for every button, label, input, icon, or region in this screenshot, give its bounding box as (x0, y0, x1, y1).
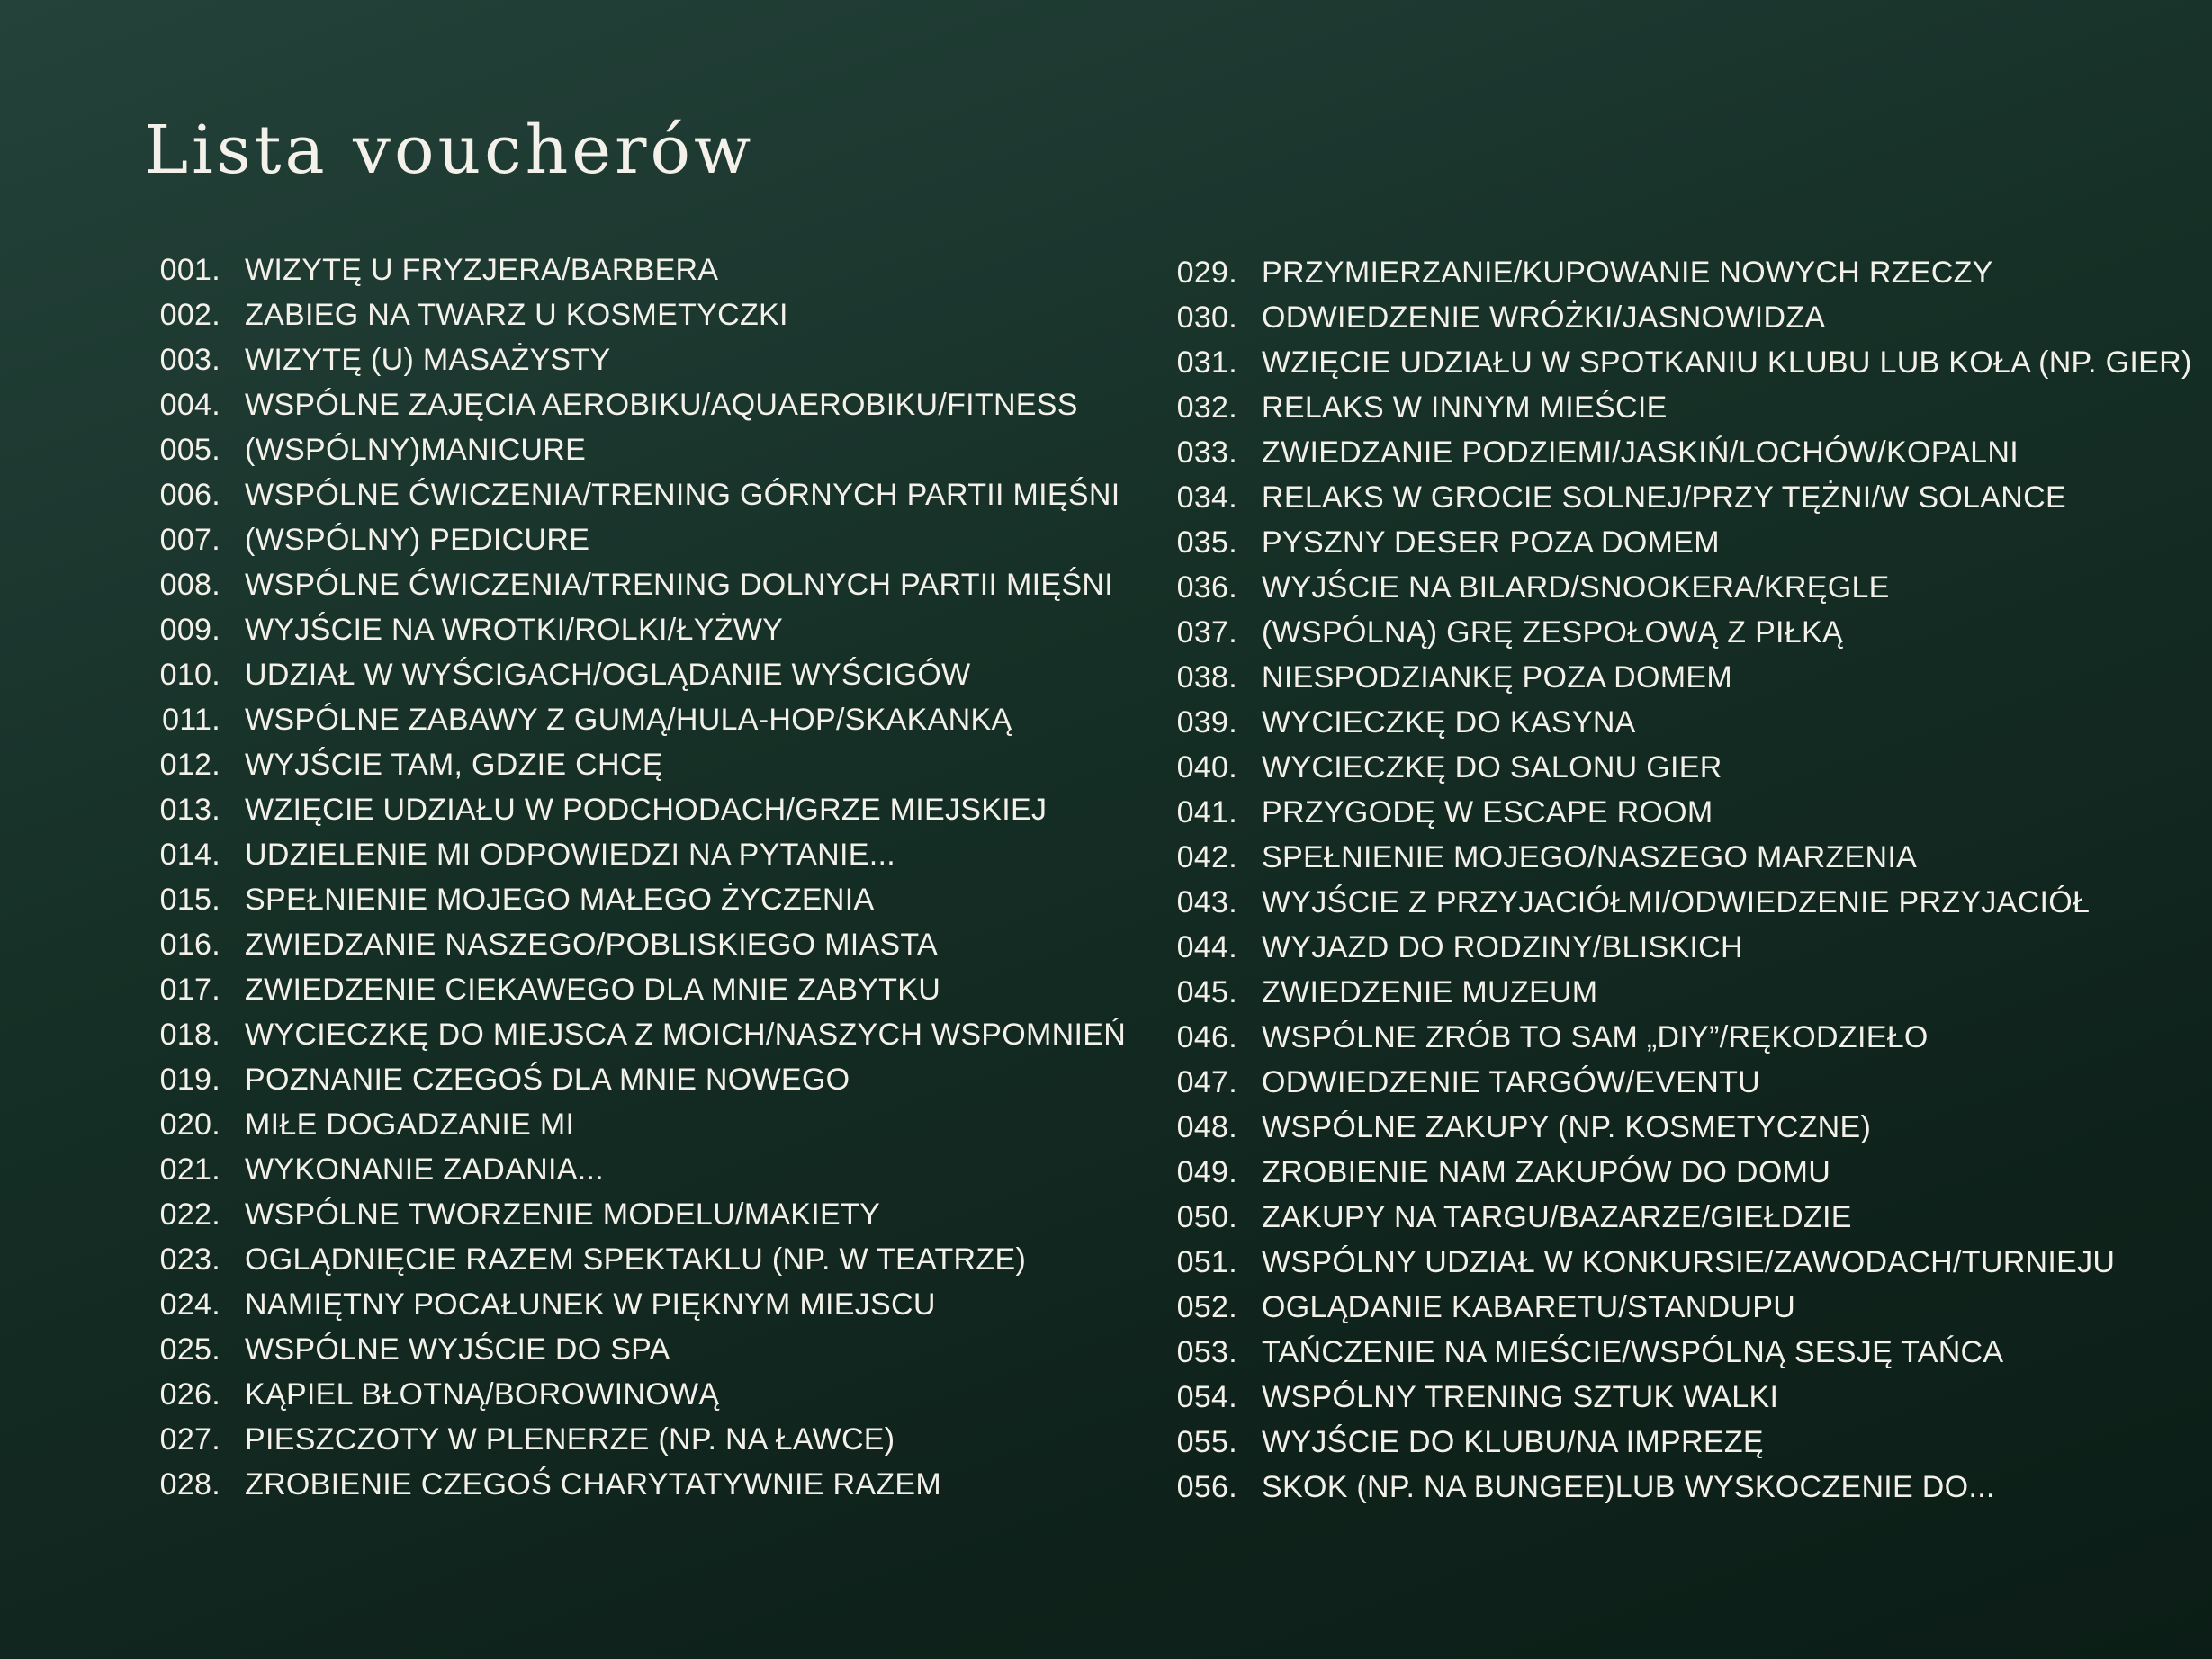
voucher-text: PRZYGODĘ W ESCAPE ROOM (1262, 795, 1713, 830)
voucher-text: WSPÓLNE ZRÓB TO SAM „DIY”/RĘKODZIEŁO (1262, 1020, 1929, 1054)
voucher-number: 001. (159, 253, 220, 287)
voucher-text: WYJAZD DO RODZINY/BLISKICH (1262, 930, 1743, 964)
voucher-text: WYKONANIE ZADANIA... (245, 1152, 604, 1187)
voucher-item (135, 787, 1126, 832)
voucher-text: WSPÓLNY UDZIAŁ W KONKURSIE/ZAWODACH/TURNIEJU (1262, 1245, 2116, 1279)
voucher-number: 021. (159, 1152, 220, 1187)
voucher-item (1152, 520, 2192, 565)
voucher-number: 052. (1176, 1290, 1237, 1324)
voucher-item (135, 1282, 1126, 1327)
voucher-item (1152, 790, 2192, 835)
voucher-item (135, 832, 1126, 877)
voucher-item (135, 967, 1126, 1012)
voucher-item (135, 742, 1126, 787)
voucher-number: 032. (1176, 390, 1237, 425)
voucher-number: 041. (1176, 795, 1237, 830)
voucher-item (135, 1012, 1126, 1057)
voucher-text: WZIĘCIE UDZIAŁU W PODCHODACH/GRZE MIEJSKIEJ (245, 793, 1048, 827)
voucher-number: 051. (1176, 1245, 1237, 1279)
voucher-item (135, 517, 1126, 562)
voucher-item (135, 922, 1126, 967)
voucher-number: 048. (1176, 1110, 1237, 1144)
voucher-number: 027. (159, 1422, 220, 1457)
voucher-number: 053. (1176, 1335, 1237, 1369)
voucher-text: UDZIAŁ W WYŚCIGACH/OGLĄDANIE WYŚCIGÓW (245, 658, 971, 692)
voucher-number: 022. (159, 1197, 220, 1232)
voucher-text: WYJŚCIE NA WROTKI/ROLKI/ŁYŻWY (245, 613, 784, 647)
voucher-item (135, 1102, 1126, 1147)
voucher-item (1152, 385, 2192, 430)
voucher-text: ZAKUPY NA TARGU/BAZARZE/GIEŁDZIE (1262, 1200, 1852, 1234)
voucher-text: WSPÓLNE ZABAWY Z GUMĄ/HULA-HOP/SKAKANKĄ (245, 703, 1012, 737)
voucher-text: MIŁE DOGADZANIE MI (245, 1107, 575, 1142)
voucher-text: ZWIEDZENIE MUZEUM (1262, 975, 1598, 1009)
voucher-text: TAŃCZENIE NA MIEŚCIE/WSPÓLNĄ SESJĘ TAŃCA (1262, 1335, 2004, 1369)
voucher-number: 034. (1176, 480, 1237, 515)
voucher-number: 002. (159, 298, 220, 332)
voucher-item (1152, 565, 2192, 610)
voucher-text: WSPÓLNE ZAJĘCIA AEROBIKU/AQUAEROBIKU/FITNESS (245, 388, 1078, 422)
voucher-number: 024. (159, 1287, 220, 1322)
voucher-text: WIZYTĘ (U) MASAŻYSTY (245, 343, 611, 377)
voucher-number: 010. (159, 658, 220, 692)
voucher-text: KĄPIEL BŁOTNĄ/BOROWINOWĄ (245, 1377, 720, 1412)
voucher-number: 029. (1176, 256, 1237, 290)
voucher-list-left (135, 247, 1126, 1507)
voucher-item (135, 427, 1126, 472)
voucher-item (1152, 1285, 2192, 1330)
voucher-item (1152, 1060, 2192, 1105)
voucher-item (1152, 340, 2192, 385)
voucher-number: 033. (1176, 435, 1237, 470)
voucher-item (135, 1462, 1126, 1507)
voucher-number: 015. (159, 883, 220, 917)
voucher-text: WYCIECZKĘ DO SALONU GIER (1262, 750, 1722, 785)
voucher-item (135, 1237, 1126, 1282)
voucher-text: WYJŚCIE TAM, GDZIE CHCĘ (245, 748, 663, 782)
voucher-item (135, 1327, 1126, 1372)
voucher-text: ZABIEG NA TWARZ U KOSMETYCZKI (245, 298, 788, 332)
voucher-number: 036. (1176, 570, 1237, 605)
voucher-number: 009. (159, 613, 220, 647)
voucher-text: WSPÓLNE ĆWICZENIA/TRENING DOLNYCH PARTII MIĘŚNI (245, 568, 1113, 602)
voucher-item (135, 607, 1126, 652)
voucher-number: 026. (159, 1377, 220, 1412)
voucher-number: 039. (1176, 705, 1237, 740)
voucher-item (135, 1057, 1126, 1102)
voucher-text: ODWIEDZENIE WRÓŻKI/JASNOWIDZA (1262, 300, 1826, 335)
voucher-item (135, 292, 1126, 337)
voucher-number: 023. (159, 1242, 220, 1277)
voucher-number: 011. (162, 703, 220, 737)
voucher-text: POZNANIE CZEGOŚ DLA MNIE NOWEGO (245, 1063, 850, 1097)
voucher-item (1152, 610, 2192, 655)
voucher-text: RELAKS W GROCIE SOLNEJ/PRZY TĘŻNI/W SOLANCE (1262, 480, 2066, 515)
voucher-text: OGLĄDANIE KABARETU/STANDUPU (1262, 1290, 1796, 1324)
voucher-number: 025. (159, 1332, 220, 1367)
voucher-item (135, 1372, 1126, 1417)
voucher-item (135, 562, 1126, 607)
voucher-item (135, 877, 1126, 922)
voucher-text: ZWIEDZENIE CIEKAWEGO DLA MNIE ZABYTKU (245, 973, 941, 1007)
voucher-number: 030. (1176, 300, 1237, 335)
voucher-text: ODWIEDZENIE TARGÓW/EVENTU (1262, 1065, 1761, 1099)
voucher-text: SPEŁNIENIE MOJEGO MAŁEGO ŻYCZENIA (245, 883, 875, 917)
voucher-text: PIESZCZOTY W PLENERZE (NP. NA ŁAWCE) (245, 1422, 895, 1457)
voucher-text: ZROBIENIE NAM ZAKUPÓW DO DOMU (1262, 1155, 1831, 1189)
voucher-number: 054. (1176, 1380, 1237, 1414)
voucher-item (135, 1417, 1126, 1462)
voucher-item (1152, 475, 2192, 520)
voucher-item (135, 382, 1126, 427)
voucher-item (135, 697, 1126, 742)
voucher-item (1152, 430, 2192, 475)
voucher-number: 037. (1176, 615, 1237, 650)
voucher-item (1152, 1375, 2192, 1420)
voucher-text: ZWIEDZANIE NASZEGO/POBLISKIEGO MIASTA (245, 928, 938, 962)
voucher-item (1152, 1105, 2192, 1150)
voucher-item (1152, 835, 2192, 880)
voucher-text: SKOK (NP. NA BUNGEE)LUB WYSKOCZENIE DO... (1262, 1470, 1995, 1504)
voucher-text: WZIĘCIE UDZIAŁU W SPOTKANIU KLUBU LUB KOŁA (NP. GIER) (1262, 345, 2192, 380)
voucher-text: WYJŚCIE NA BILARD/SNOOKERA/KRĘGLE (1262, 570, 1890, 605)
voucher-text: WYJŚCIE DO KLUBU/NA IMPREZĘ (1262, 1425, 1764, 1459)
voucher-text: WSPÓLNY TRENING SZTUK WALKI (1262, 1380, 1779, 1414)
voucher-number: 007. (159, 523, 220, 557)
voucher-number: 038. (1176, 660, 1237, 695)
voucher-number: 045. (1176, 975, 1237, 1009)
voucher-item (135, 1147, 1126, 1192)
voucher-text: (WSPÓLNY)MANICURE (245, 433, 587, 467)
voucher-number: 042. (1176, 840, 1237, 874)
voucher-number: 031. (1176, 345, 1237, 380)
voucher-text: NAMIĘTNY POCAŁUNEK W PIĘKNYM MIEJSCU (245, 1287, 936, 1322)
voucher-number: 004. (159, 388, 220, 422)
voucher-number: 050. (1176, 1200, 1237, 1234)
voucher-text: WSPÓLNE WYJŚCIE DO SPA (245, 1332, 670, 1367)
voucher-number: 019. (159, 1063, 220, 1097)
voucher-number: 008. (159, 568, 220, 602)
voucher-text: WSPÓLNE TWORZENIE MODELU/MAKIETY (245, 1197, 881, 1232)
voucher-item (1152, 250, 2192, 295)
voucher-text: WSPÓLNE ZAKUPY (NP. KOSMETYCZNE) (1262, 1110, 1872, 1144)
voucher-item (1152, 745, 2192, 790)
voucher-number: 047. (1176, 1065, 1237, 1099)
voucher-text: WIZYTĘ U FRYZJERA/BARBERA (245, 253, 719, 287)
voucher-item (1152, 970, 2192, 1015)
voucher-number: 014. (159, 838, 220, 872)
voucher-item (135, 652, 1126, 697)
voucher-number: 043. (1176, 885, 1237, 919)
voucher-number: 020. (159, 1107, 220, 1142)
voucher-number: 055. (1176, 1425, 1237, 1459)
voucher-number: 016. (159, 928, 220, 962)
voucher-number: 040. (1176, 750, 1237, 785)
voucher-text: WYCIECZKĘ DO KASYNA (1262, 705, 1636, 740)
voucher-item (1152, 295, 2192, 340)
voucher-list-right (1152, 250, 2192, 1510)
voucher-number: 046. (1176, 1020, 1237, 1054)
voucher-number: 017. (159, 973, 220, 1007)
voucher-item (1152, 655, 2192, 700)
voucher-item (1152, 1015, 2192, 1060)
voucher-number: 056. (1176, 1470, 1237, 1504)
voucher-text: ZROBIENIE CZEGOŚ CHARYTATYWNIE RAZEM (245, 1467, 941, 1502)
voucher-number: 035. (1176, 525, 1237, 560)
voucher-item (1152, 1420, 2192, 1465)
voucher-item (135, 337, 1126, 382)
voucher-number: 006. (159, 478, 220, 512)
voucher-text: UDZIELENIE MI ODPOWIEDZI NA PYTANIE... (245, 838, 895, 872)
voucher-text: NIESPODZIANKĘ POZA DOMEM (1262, 660, 1732, 695)
voucher-item (1152, 925, 2192, 970)
voucher-text: (WSPÓLNY) PEDICURE (245, 523, 590, 557)
voucher-item (1152, 1330, 2192, 1375)
page-title: Lista voucherów (144, 112, 755, 189)
voucher-text: PYSZNY DESER POZA DOMEM (1262, 525, 1720, 560)
voucher-text: SPEŁNIENIE MOJEGO/NASZEGO MARZENIA (1262, 840, 1918, 874)
voucher-text: WYJŚCIE Z PRZYJACIÓŁMI/ODWIEDZENIE PRZYJACIÓŁ (1262, 885, 2091, 919)
voucher-item (1152, 700, 2192, 745)
voucher-number: 028. (159, 1467, 220, 1502)
voucher-text: (WSPÓLNĄ) GRĘ ZESPOŁOWĄ Z PIŁKĄ (1262, 615, 1843, 650)
voucher-number: 003. (159, 343, 220, 377)
voucher-item (135, 1192, 1126, 1237)
voucher-item (1152, 1465, 2192, 1510)
voucher-text: WSPÓLNE ĆWICZENIA/TRENING GÓRNYCH PARTII MIĘŚNI (245, 478, 1120, 512)
voucher-item (1152, 1150, 2192, 1195)
voucher-item (135, 472, 1126, 517)
voucher-text: OGLĄDNIĘCIE RAZEM SPEKTAKLU (NP. W TEATRZE) (245, 1242, 1027, 1277)
voucher-item (135, 247, 1126, 292)
voucher-number: 018. (159, 1018, 220, 1052)
voucher-text: RELAKS W INNYM MIEŚCIE (1262, 390, 1668, 425)
voucher-number: 012. (159, 748, 220, 782)
voucher-text: WYCIECZKĘ DO MIEJSCA Z MOICH/NASZYCH WSPOMNIEŃ (245, 1018, 1127, 1052)
voucher-item (1152, 1240, 2192, 1285)
voucher-text: ZWIEDZANIE PODZIEMI/JASKIŃ/LOCHÓW/KOPALNI (1262, 435, 2019, 470)
voucher-item (1152, 1195, 2192, 1240)
voucher-text: PRZYMIERZANIE/KUPOWANIE NOWYCH RZECZY (1262, 256, 1993, 290)
voucher-number: 049. (1176, 1155, 1237, 1189)
voucher-item (1152, 880, 2192, 925)
voucher-number: 013. (159, 793, 220, 827)
voucher-number: 044. (1176, 930, 1237, 964)
voucher-number: 005. (159, 433, 220, 467)
